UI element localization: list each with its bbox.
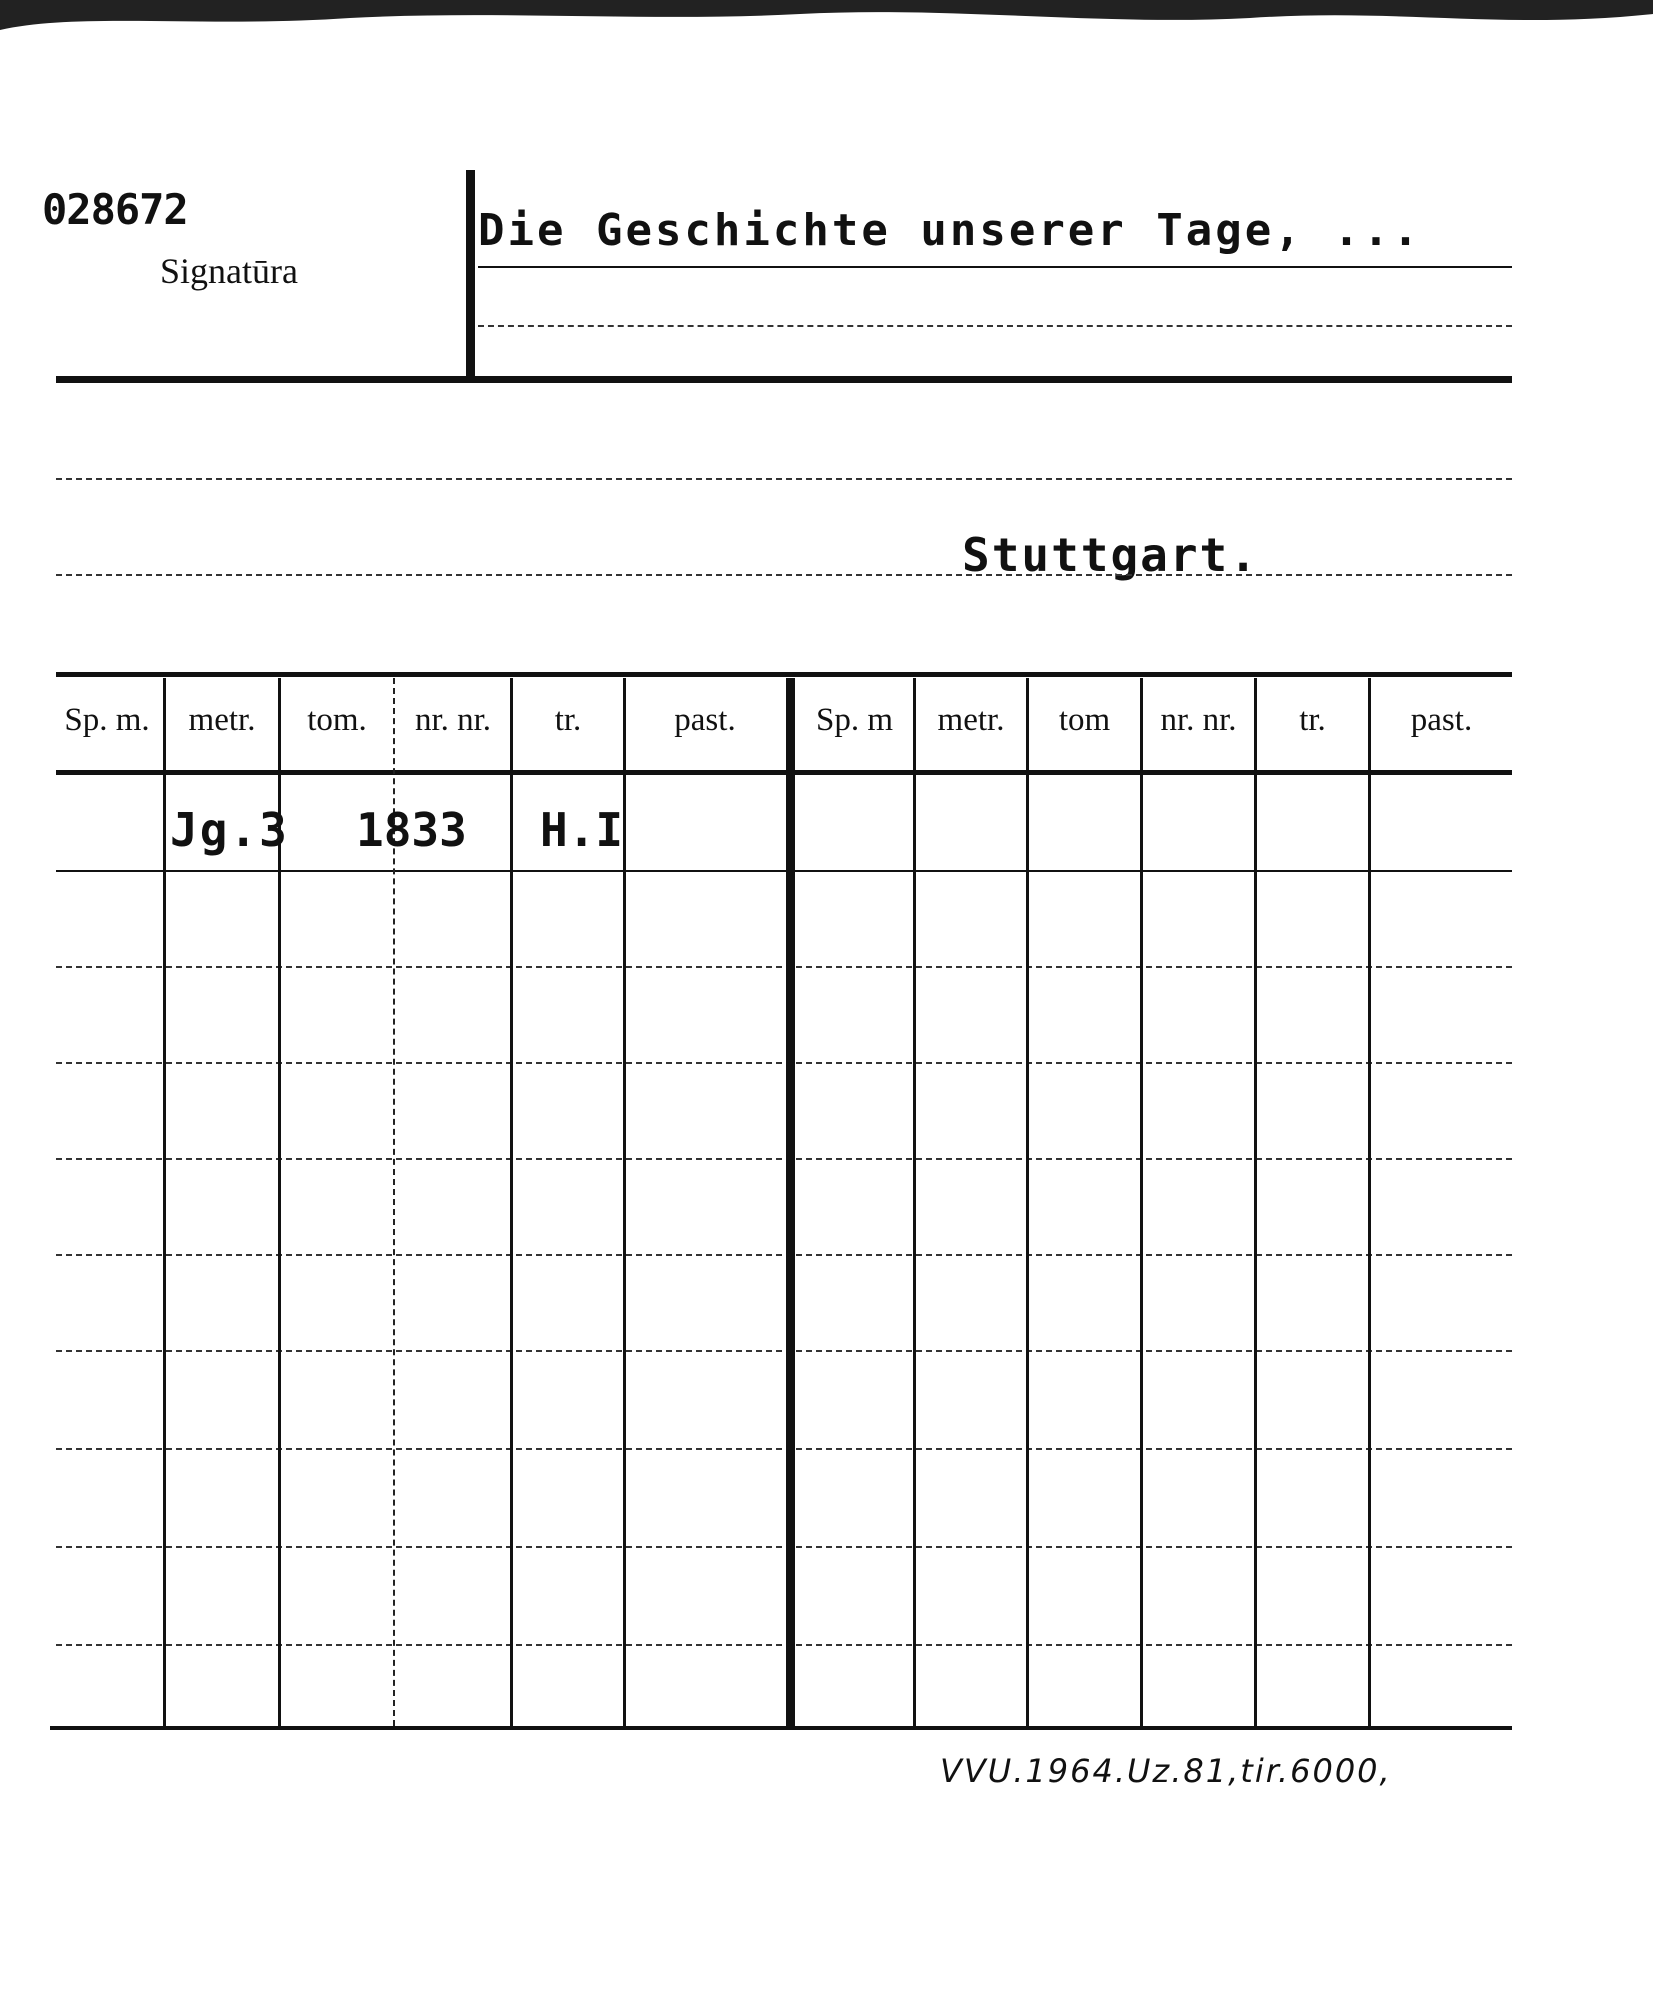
footer-note: VVU.1964.Uz.81,tir.6000, [940, 1752, 1392, 1790]
col-sep-4 [510, 678, 513, 1726]
col-sep-7 [913, 678, 916, 1726]
table-top-rule [56, 672, 1512, 677]
signature-number: 028672 [42, 185, 188, 234]
center-divider [786, 678, 795, 1726]
col-header-tom: tom. [307, 702, 367, 738]
signature-label: Signatūra [160, 251, 298, 291]
title-underline-2 [478, 325, 1512, 327]
col-header-sp-m: Sp. m. [64, 702, 150, 738]
col-sep-10 [1254, 678, 1257, 1726]
row-rule-4 [56, 1158, 1512, 1160]
place-name: Stuttgart. [962, 528, 1259, 582]
col-sep-8 [1026, 678, 1029, 1726]
col-header-nr-nr: nr. nr. [414, 702, 492, 738]
imprint-line-1 [56, 478, 1512, 480]
col-header-sp-m-2: Sp. m [815, 702, 894, 738]
col-header-tr: tr. [554, 702, 582, 738]
col-sep-1 [163, 678, 166, 1726]
row1-metr: Jg.3 [170, 803, 289, 857]
row1-nr-nr: 1833 [356, 803, 467, 857]
row-rule-9 [56, 1644, 1512, 1646]
row-rule-8 [56, 1546, 1512, 1548]
row-rule-6 [56, 1350, 1512, 1352]
row-rule-1 [56, 870, 1512, 872]
title-line: Die Geschichte unserer Tage, ... [478, 205, 1422, 256]
title-underline-1 [478, 266, 1512, 268]
col-header-metr-2: metr. [937, 702, 1005, 738]
imprint-line-2 [56, 574, 1512, 576]
table-header-rule [56, 770, 1512, 775]
row-rule-7 [56, 1448, 1512, 1450]
row-rule-2 [56, 966, 1512, 968]
row-rule-3 [56, 1062, 1512, 1064]
col-header-tr-2: tr. [1299, 702, 1326, 738]
col-header-tom-2: tom [1058, 702, 1111, 738]
row1-tr: H.I [540, 803, 624, 857]
col-sep-11 [1368, 678, 1371, 1726]
scan-edge-shadow [0, 0, 1653, 40]
header-rule [56, 376, 1512, 383]
header-divider [466, 170, 475, 380]
col-header-past: past. [674, 702, 736, 738]
table-bottom-rule [50, 1726, 1512, 1730]
row-rule-5 [56, 1254, 1512, 1256]
col-sep-9 [1140, 678, 1143, 1726]
col-header-past-2: past. [1410, 702, 1473, 738]
col-sep-5 [623, 678, 626, 1726]
col-header-metr: metr. [188, 702, 256, 738]
col-header-nr-nr-2: nr. nr. [1160, 702, 1237, 738]
